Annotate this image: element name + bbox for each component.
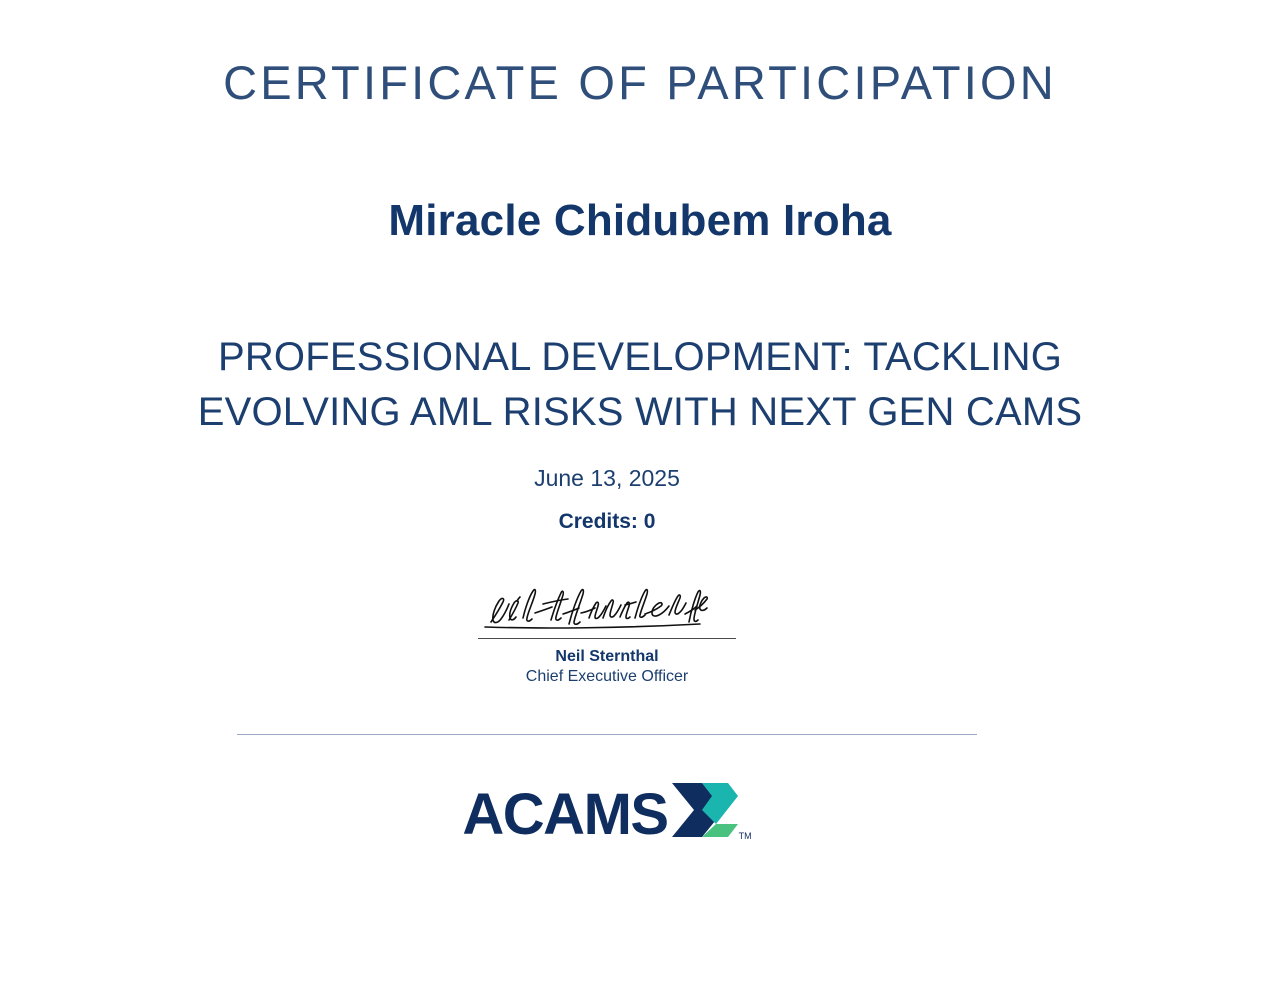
trademark-symbol: TM [738,831,752,842]
signer-name: Neil Sternthal [555,648,659,666]
handwritten-signature-icon [477,580,737,642]
course-title: PROFESSIONAL DEVELOPMENT: TACKLING EVOLVING AML RISKS WITH NEXT GEN CAMS [197,335,1083,434]
signature-rule [478,638,736,639]
section-divider [237,734,977,735]
credits-value: Credits: 0 [558,510,656,534]
acams-wordmark: ACAMS [462,782,668,848]
acams-chevron-icon [672,783,738,842]
acams-logo [462,782,752,848]
signer-role: Chief Executive Officer [525,668,689,686]
signature-block [477,580,737,686]
recipient-name: Miracle Chidubem Iroha [388,196,892,246]
issue-date: June 13, 2025 [534,465,680,492]
certificate-title: CERTIFICATE OF PARTICIPATION [223,56,1057,109]
